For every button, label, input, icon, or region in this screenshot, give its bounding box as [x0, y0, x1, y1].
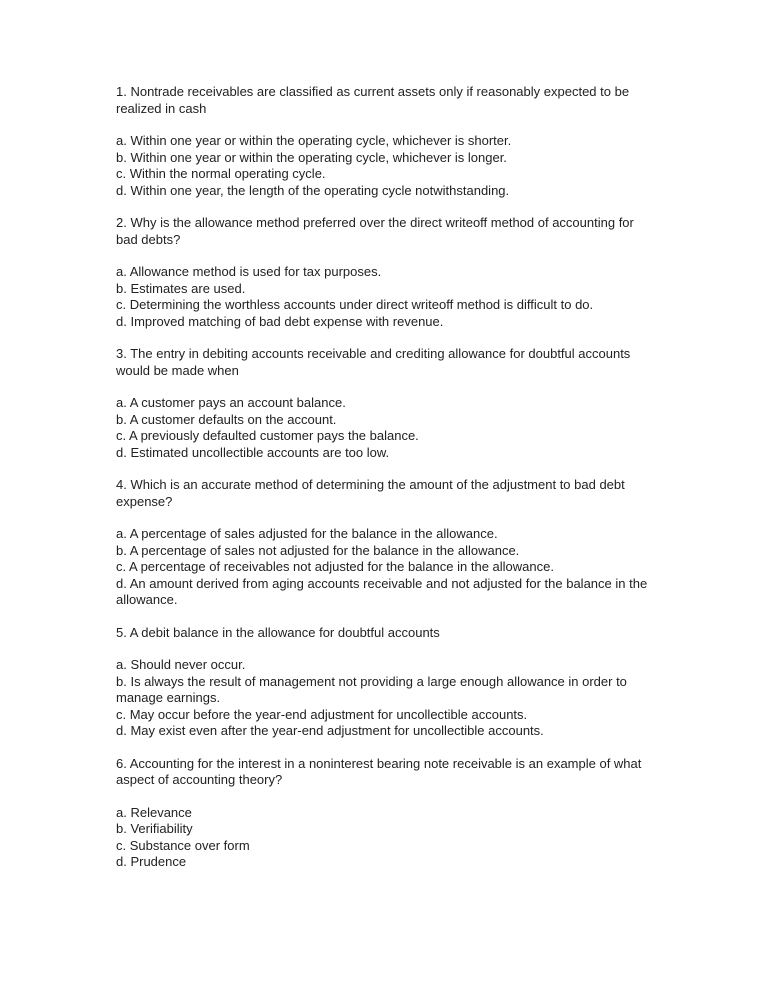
answer-option-a: a. A customer pays an account balance. — [116, 395, 346, 410]
answer-option-c: c. Substance over form — [116, 837, 250, 853]
answer-option-a: a. A percentage of sales adjusted for the balance in the allowance. — [116, 526, 498, 541]
answer-options — [116, 526, 656, 609]
answer-option-a: a. Within one year or within the operating cycle, whichever is shorter. — [116, 133, 512, 148]
question-3 — [116, 346, 656, 461]
question-5 — [116, 625, 656, 740]
question-2 — [116, 215, 656, 330]
answer-option-a: a. Allowance method is used for tax purposes. — [116, 264, 382, 279]
answer-options — [116, 264, 656, 330]
answer-options — [116, 133, 656, 199]
question-stem: 5. A debit balance in the allowance for doubtful accounts — [116, 624, 440, 640]
answer-options — [116, 395, 656, 461]
document-page — [116, 84, 656, 887]
answer-option-c: c. A percentage of receivables not adjusted for the balance in the allowance. — [116, 559, 554, 574]
answer-option-b: b. Is always the result of management not providing a large enough allowance in order to manage earnings. — [116, 673, 627, 705]
answer-option-d: d. Within one year, the length of the operating cycle notwithstanding. — [116, 182, 510, 198]
question-stem: 6. Accounting for the interest in a noninterest bearing note receivable is an example of what aspect of accounting theory? — [116, 755, 642, 787]
answer-options — [116, 657, 656, 740]
question-stem: 3. The entry in debiting accounts receivable and crediting allowance for doubtful accounts would be made when — [116, 346, 631, 378]
question-stem: 1. Nontrade receivables are classified as current assets only if reasonably expected to be realized in cash — [116, 84, 630, 116]
question-6 — [116, 756, 656, 871]
answer-option-d: d. Prudence — [116, 854, 187, 869]
answer-option-c: c. Within the normal operating cycle. — [116, 166, 326, 181]
answer-option-c: c. A previously defaulted customer pays the balance. — [116, 428, 419, 443]
answer-option-c: c. May occur before the year-end adjustment for uncollectible accounts. — [116, 706, 528, 722]
answer-options — [116, 805, 656, 871]
question-1 — [116, 84, 656, 199]
question-stem: 4. Which is an accurate method of determining the amount of the adjustment to bad debt expense? — [116, 477, 625, 509]
answer-option-b: b. A customer defaults on the account. — [116, 411, 337, 427]
answer-option-d: d. Estimated uncollectible accounts are too low. — [116, 444, 390, 460]
answer-option-a: a. Relevance — [116, 804, 192, 820]
answer-option-d: d. Improved matching of bad debt expense with revenue. — [116, 313, 444, 329]
answer-option-b: b. A percentage of sales not adjusted for the balance in the allowance. — [116, 542, 520, 558]
answer-option-a: a. Should never occur. — [116, 657, 246, 672]
answer-option-d: d. May exist even after the year-end adjustment for uncollectible accounts. — [116, 723, 544, 738]
answer-option-b: b. Estimates are used. — [116, 280, 246, 296]
question-stem: 2. Why is the allowance method preferred over the direct writeoff method of accounting for bad debts? — [116, 215, 634, 247]
answer-option-b: b. Verifiability — [116, 821, 193, 836]
question-4 — [116, 477, 656, 609]
answer-option-b: b. Within one year or within the operating cycle, whichever is longer. — [116, 149, 507, 165]
answer-option-d: d. An amount derived from aging accounts receivable and not adjusted for the balance in the allowance. — [116, 575, 648, 607]
answer-option-c: c. Determining the worthless accounts under direct writeoff method is difficult to do. — [116, 297, 594, 312]
